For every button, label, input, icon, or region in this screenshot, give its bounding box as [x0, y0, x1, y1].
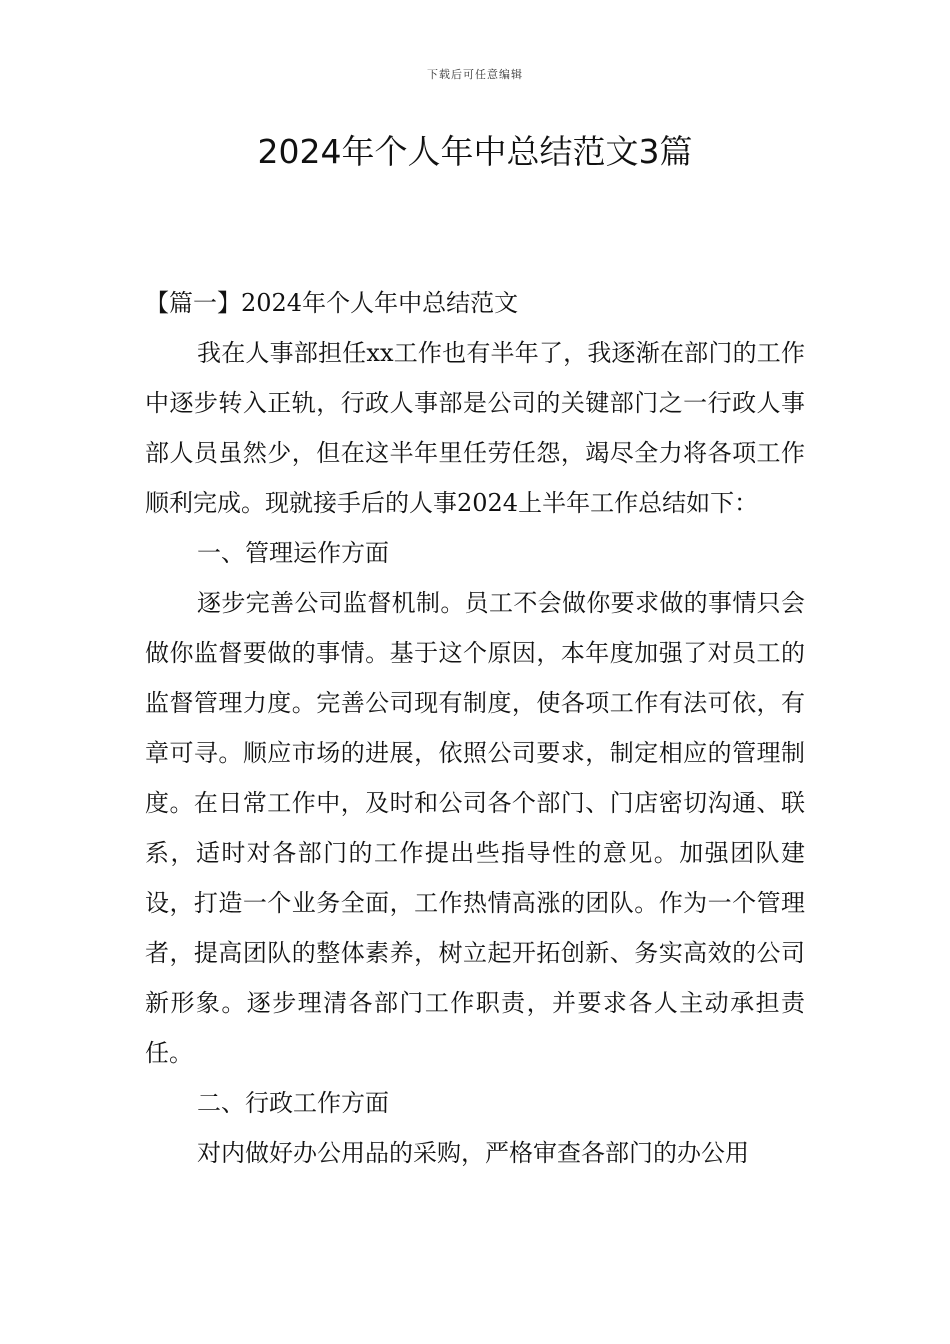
paragraph-administration: 对内做好办公用品的采购，严格审查各部门的办公用	[197, 1139, 749, 1167]
document-body	[145, 278, 805, 1178]
page-header-note: 下载后可任意编辑	[427, 68, 523, 81]
subheading-administration: 二、行政工作方面	[197, 1089, 389, 1117]
subheading-management: 一、管理运作方面	[197, 539, 389, 567]
section-heading: 【篇一】2024年个人年中总结范文	[145, 289, 519, 317]
document-title: 2024年个人年中总结范文3篇	[257, 132, 693, 171]
paragraph-management: 逐步完善公司监督机制。员工不会做你要求做的事情只会做你监督要做的事情。基于这个原因，本年度加强了对员工的监督管理力度。完善公司现有制度，使各项工作有法可依，有章可寻。顺应市场的进展，依照公司要求，制定相应的管理制度。在日常工作中，及时和公司各个部门、门店密切沟通、联系，适时对各部门的工作提出些指导性的意见。加强团队建设，打造一个业务全面，工作热情高涨的团队。作为一个管理者，提高团队的整体素养，树立起开拓创新、务实高效的公司新形象。逐步理清各部门工作职责，并要求各人主动承担责任。	[145, 589, 805, 1067]
paragraph-intro: 我在人事部担任xx工作也有半年了，我逐渐在部门的工作中逐步转入正轨，行政人事部是公司的关键部门之一行政人事部人员虽然少，但在这半年里任劳任怨，竭尽全力将各项工作顺利完成。现就接手后的人事2024上半年工作总结如下：	[145, 339, 805, 517]
